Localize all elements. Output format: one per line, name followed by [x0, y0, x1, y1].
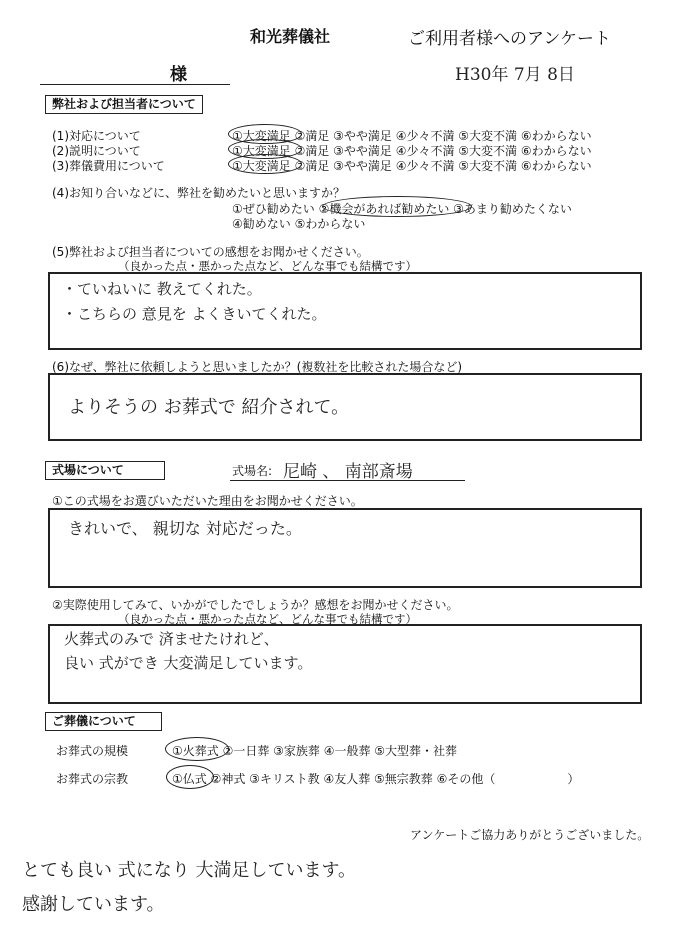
name-underline	[40, 84, 230, 85]
q2-options: ①大変満足 ②満足 ③やや満足 ④少々不満 ⑤大変不満 ⑥わからない	[232, 144, 592, 158]
q3-options: ①大変満足 ②満足 ③やや満足 ④少々不満 ⑤大変不満 ⑥わからない	[232, 159, 592, 173]
answer-circle-q3	[228, 154, 302, 174]
q1-label: (1)対応について	[52, 129, 141, 143]
venue-q1-answer: きれいで、 親切な 対応だった。	[68, 519, 302, 538]
q3-label: (3)葬儀費用について	[52, 159, 165, 173]
survey-title: ご利用者様へのアンケート	[408, 29, 611, 49]
section-heading-funeral: ご葬儀について	[45, 712, 162, 731]
venue-underline	[230, 480, 465, 481]
answer-circle-scale	[165, 737, 229, 761]
venue-q2-note: （良かった点・悪かった点など、どんな事でも結構です）	[118, 612, 417, 626]
q5-question: (5)弊社および担当者についての感想をお聞かせください。	[52, 245, 369, 259]
answer-circle-religion	[166, 765, 214, 789]
handwritten-note-line1: とても良い 式になり 大満足しています。	[22, 860, 357, 881]
venue-q2-question: ②実際使用してみて、いかがでしたでしょうか？感想をお聞かせください。	[52, 598, 459, 612]
q4-options-line2: ④勧めない ⑤わからない	[232, 217, 366, 231]
section-heading-company: 弊社および担当者について	[45, 95, 203, 114]
q2-label: (2)説明について	[52, 144, 141, 158]
q6-answer: よりそうの お葬式で 紹介されて。	[68, 397, 350, 418]
funeral-scale-label: お葬式の規模	[56, 744, 129, 758]
venue-value: 尼崎 、 南部斎場	[283, 462, 413, 482]
survey-date: H30年 7月 8日	[455, 65, 575, 85]
q6-question: (6)なぜ、弊社に依頼しようと思いましたか？(複数社を比較された場合など)	[52, 360, 463, 374]
venue-q2-answer-line2: 良い 式ができ 大変満足しています。	[64, 654, 313, 672]
q4-question: (4)お知り合いなどに、弊社を勧めたいと思いますか？	[52, 186, 346, 200]
company-name: 和光葬儀社	[250, 27, 331, 46]
handwritten-note-line2: 感謝しています。	[22, 894, 165, 915]
venue-q2-answer-line1: 火葬式のみで 済ませたけれど、	[64, 630, 279, 648]
q5-note: （良かった点・悪かった点など、どんな事でも結構です）	[118, 259, 417, 273]
answer-circle-q4	[322, 196, 472, 217]
section-heading-venue: 式場について	[45, 461, 165, 480]
venue-q1-question: ①この式場をお選びいただいた理由をお聞かせください。	[52, 494, 363, 508]
funeral-religion-options: ①仏式 ②神式 ③キリスト教 ④友人葬 ⑤無宗教葬 ⑥その他（ ）	[172, 772, 580, 786]
q5-answer-line2: ・こちらの 意見を よくきいてくれた。	[62, 305, 327, 323]
funeral-scale-options: ①火葬式 ②一日葬 ③家族葬 ④一般葬 ⑤大型葬・社葬	[172, 744, 458, 758]
funeral-religion-label: お葬式の宗教	[56, 772, 129, 786]
venue-label: 式場名:	[232, 464, 273, 478]
q1-options: ①大変満足 ②満足 ③やや満足 ④少々不満 ⑤大変不満 ⑥わからない	[232, 129, 592, 143]
q5-answer-line1: ・ていねいに 教えてくれた。	[62, 280, 262, 298]
honorific-label: 様	[170, 65, 187, 85]
thanks-text: アンケートご協力ありがとうございました。	[410, 828, 650, 842]
q4-options-line1: ①ぜひ勧めたい ②機会があれば勧めたい ③あまり勧めたくない	[232, 202, 572, 216]
